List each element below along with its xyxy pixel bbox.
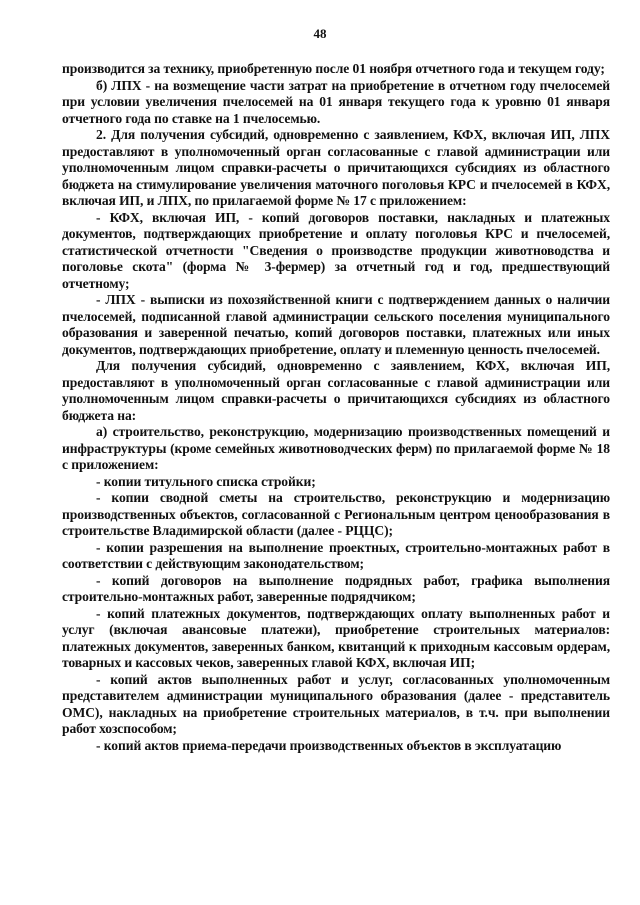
paragraph-4: - КФХ, включая ИП, - копий договоров поставки, накладных и платежных документов, подтверждающих приобретение и оплату поголовья КРС и пчелосемей, статистической отчетности "Сведения о производстве продукции животноводства и поголовье скота" (форма № 3-фермер) за отчетный год и год, предшествующий отчетному; <box>62 209 610 291</box>
paragraph-12: - копий платежных документов, подтверждающих оплату выполненных работ и услуг (включая авансовые платежи), приобретение строительных материалов: платежных документов, заверенных банком, квитанций к приходным кассовым ордерам, товарных и кассовых чеков, заверенных главой КФХ, включая ИП; <box>62 605 610 670</box>
document-body <box>62 61 610 754</box>
paragraph-3: 2. Для получения субсидий, одновременно с заявлением, КФХ, включая ИП, ЛПХ предоставляют в уполномоченный орган согласованные с главой администрации или уполномоченным лицом справки-расчеты о причитающихся субсидиях из областного бюджета на стимулирование увеличения маточного поголовья КРС и пчелосемей в КФХ, включая ИП, и ЛПХ, по прилагаемой форме № 17 с приложением: <box>62 127 610 208</box>
paragraph-5: - ЛПХ - выписки из похозяйственной книги с подтверждением данных о наличии пчелосемей, подписанной главой администрации сельского поселения муниципального образования и заверенной печатью, копий договоров поставки, платежных или иных документов, подтверждающих приобретение, оплату и племенную ценность пчелосемей. <box>62 292 610 357</box>
paragraph-11: - копий договоров на выполнение подрядных работ, графика выполнения строительно-монтажных работ, заверенные подрядчиком; <box>62 572 610 604</box>
paragraph-10: - копии разрешения на выполнение проектных, строительно-монтажных работ в соответствии с действующим законодательством; <box>62 539 610 571</box>
paragraph-6: Для получения субсидий, одновременно с заявлением, КФХ, включая ИП, предоставляют в уполномоченный орган согласованные с главой администрации или уполномоченным лицом справки-расчеты о причитающихся субсидиях из областного бюджета на: <box>62 358 610 423</box>
page-number: 48 <box>313 26 327 41</box>
paragraph-1: производится за технику, приобретенную после 01 ноября отчетного года и текущем году; <box>62 61 605 76</box>
paragraph-9: - копии сводной сметы на строительство, реконструкцию и модернизацию производственных объектов, согласованной с Региональным центром ценообразования в строительстве Владимирской области (далее - РЦЦС); <box>62 490 610 538</box>
paragraph-14: - копий актов приема-передачи производственных объектов в эксплуатацию <box>96 737 562 753</box>
paragraph-8: - копии титульного списка стройки; <box>96 473 316 489</box>
paragraph-2: б) ЛПХ - на возмещение части затрат на приобретение в отчетном году пчелосемей при условии увеличения пчелосемей на 01 января текущего года к уровню 01 января отчетного года по ставке на 1 пчелосемью. <box>62 77 610 126</box>
paragraph-7: а) строительство, реконструкцию, модернизацию производственных помещений и инфраструктуры (кроме семейных животноводческих ферм) по прилагаемой форме № 18 с приложением: <box>62 424 610 472</box>
paragraph-13: - копий актов выполненных работ и услуг, согласованных уполномоченным представителем администрации муниципального образования (далее - представитель ОМС), накладных на приобретение строительных материалов, в т.ч. при выполнении работ хозспособом; <box>62 671 610 736</box>
